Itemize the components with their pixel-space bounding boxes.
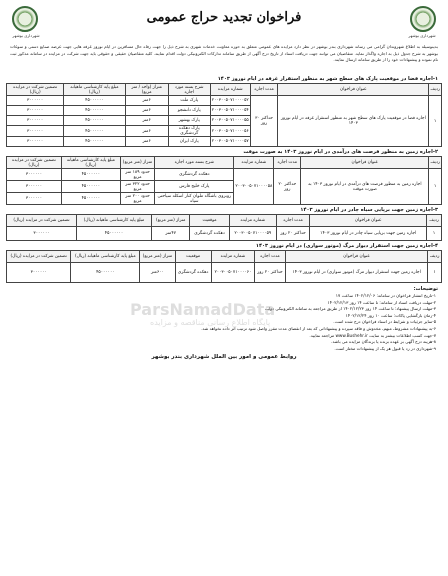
table-cell: پارک بهشهر — [168, 116, 210, 126]
table-cell: ۲۰۰۳۰۰۵۰۷۱۰۰۰۰۵۵ — [210, 116, 250, 126]
section-title: ۲-اجاره زمین به منظور فرصت های درآمدی در ایام نوروز ۱۴۰۳ به صورت موقت — [243, 149, 438, 155]
column-header: موقعیت — [175, 251, 211, 263]
column-header: تضمین شرکت در مزایده (ریال) — [7, 251, 71, 263]
tender-table-wall-of-death — [6, 250, 442, 283]
column-header: مبلغ پایه کارشناسی ماهیانه (ریال) — [64, 84, 125, 96]
column-header: متراژ (متر مربع) — [120, 157, 154, 169]
logo-caption: شهرداری بوشهر — [12, 33, 40, 38]
logo-caption: شهرداری بوشهر — [408, 33, 436, 38]
table-cell: ۳۰۰۰۰۰۰ — [7, 116, 64, 126]
note-item: ۵-سایر جزئیات و شرایط در اسناد فراخوان درج شده است. — [333, 319, 436, 325]
note-item: ۹-شهرداری در رد یا قبول هر یک از پیشنهادات مختار است. — [334, 345, 436, 351]
column-header: مدت اجاره — [255, 251, 286, 263]
note-item: ۶-به پیشنهادات مشروط، مبهم، مخدوش و فاقد سپرده و پیشنهاداتی که بعد از انقضای مدت مقرر واصل شود ترتیب اثر داده نخواهد شد. — [201, 325, 436, 331]
table-cell: ۲۰۰۳۰۰۵۰۷۱۰۰۰۰۶۰ — [211, 263, 254, 283]
tender-table-parks — [6, 83, 442, 147]
column-header: شرح بسته مورد اجاره — [168, 84, 210, 96]
table-row — [7, 227, 442, 241]
watermark-subtitle: پایگاه اطلاع رسانی مناقصه و مزایده — [150, 318, 271, 327]
table-cell: دهکده گردشگری — [175, 263, 211, 283]
table-cell: ۳۰۰۰۰۰۰ — [7, 126, 64, 137]
table-header-row — [7, 157, 442, 169]
tender-table-tent — [6, 214, 442, 241]
column-header: مبلغ پایه کارشناسی ماهیانه (ریال) — [77, 215, 152, 227]
table-cell: حداکثر ۲۰ روز — [255, 263, 286, 283]
column-header: ردیف — [429, 157, 442, 169]
table-cell: اجاره زمین جهت برپایی سیاه چادر در ایام نوروز ۱۴۰۳ — [310, 227, 427, 241]
column-header: عنوان فراخوان — [301, 157, 429, 169]
table-cell: ۳۰۰۰۰۰۰ — [7, 169, 62, 181]
column-header: تضمین شرکت در مزایده (ریال) — [7, 157, 62, 169]
column-header: تضمین شرکت در مزایده (ریال) — [7, 84, 64, 96]
table-cell: ۴۷متر — [152, 227, 190, 241]
table-cell: ۶متر — [125, 106, 168, 116]
table-cell: حدود ۳۲۲ متر مربع — [120, 181, 154, 193]
column-header: عنوان فراخوان — [285, 251, 427, 263]
note-item: ۳-مهلت ارسال پیشنهاد: تا ساعت ۱۴ روز ۱۴۰۲/۱۲/۲۳ از طریق مراجعه به سامانه الکترونیکی دولت — [264, 306, 436, 312]
table-cell: ۴۵۰۰۰۰۰۰ — [64, 137, 125, 147]
table-cell: ۲۰۰۳۰۰۵۰۷۱۰۰۰۰۵۶ — [210, 126, 250, 137]
table-cell: پارک دهکده گردشگری — [168, 126, 210, 137]
table-cell: ۲۰۰۳۰۰۵۰۷۱۰۰۰۰۵۸ — [234, 169, 274, 205]
table-cell: ۳۰۰۰۰۰۰ — [7, 193, 62, 205]
table-cell: ۴۵۰۰۰۰۰۰ — [61, 169, 120, 181]
column-header: ردیف — [428, 251, 442, 263]
table-cell: ۶۰۰متر — [140, 263, 175, 283]
column-header: موقعیت — [190, 215, 229, 227]
table-cell: دهکده گردشگری — [155, 169, 234, 181]
column-header: عنوان فراخوان — [278, 84, 429, 96]
table-cell: ۱ — [429, 169, 442, 205]
note-item: ۱-تاریخ انتشار فراخوان در سامانه: ۱۴۰۲/۱۲/۰۶ ساعت ۱۷ — [335, 293, 436, 298]
section-title: ۳-اجاره زمین جهت برپایی سیاه چادر در ایام نوروز ۱۴۰۳ — [300, 207, 438, 213]
footer-signature: روابط عمومی و امور بین الملل شهرداری بندر بوشهر — [151, 354, 297, 361]
column-header: متراژ (متر مربع) — [152, 215, 190, 227]
column-header: مدت اجاره — [276, 215, 309, 227]
table-cell: ۴۵۰۰۰۰۰۰ — [64, 126, 125, 137]
table-cell: حداکثر ۲۰ روز — [274, 169, 301, 205]
notes-title: توضیحات: — [413, 286, 438, 292]
table-header-row — [7, 215, 442, 227]
table-cell: ۳۰۰۰۰۰۰ — [7, 181, 62, 193]
table-cell: روبروی باشگاه ملوان کنار اسکله سیاحتی سپاه — [155, 193, 234, 205]
table-cell: ۴۵۰۰۰۰۰۰ — [64, 106, 125, 116]
table-cell: ۴۵۰۰۰۰۰۰ — [64, 116, 125, 126]
table-cell: پارک دانشجو — [168, 106, 210, 116]
column-header: متراژ (متر مربع) — [140, 251, 175, 263]
table-cell: ۶متر — [125, 96, 168, 106]
table-cell: ۳۰۰۰۰۰۰ — [7, 96, 64, 106]
table-header-row — [7, 84, 442, 96]
table-cell: ۱ — [427, 227, 442, 241]
column-header: ردیف — [429, 84, 442, 96]
column-header: ردیف — [427, 215, 442, 227]
table-cell: ۲۰۰۳۰۰۵۰۷۱۰۰۰۰۵۴ — [210, 106, 250, 116]
table-cell: پارک ایران — [168, 137, 210, 147]
table-cell: حداکثر ۲۰ روز — [276, 227, 309, 241]
table-cell: ۴۵۰۰۰۰۰۰ — [61, 193, 120, 205]
column-header: شماره مزایده — [211, 251, 254, 263]
column-header: عنوان فراخوان — [310, 215, 427, 227]
table-header-row — [7, 251, 442, 263]
table-cell: ۶متر — [125, 137, 168, 147]
table-cell: پارک ملت — [168, 96, 210, 106]
table-cell: حدود ۱۸۹ متر مربع — [120, 169, 154, 181]
table-cell: ۲۰۰۳۰۰۵۰۷۱۰۰۰۰۵۹ — [229, 227, 276, 241]
table-cell: اجاره فضا در موقعیت پارک های سطح شهر به منظور استقرار غرفه در ایام نوروز ۱۴۰۳ — [278, 96, 429, 147]
column-header: مبلغ پایه کارشناسی ماهیانه (ریال) — [71, 251, 140, 263]
table-cell: حدود ۲۰۰ متر مربع — [120, 193, 154, 205]
table-cell: ۴۵۰۰۰۰۰۰ — [61, 181, 120, 193]
tender-table-land — [6, 156, 442, 205]
page-title: فراخوان تجدید حراج عمومی — [146, 10, 302, 25]
note-item: ۴-زمان بازگشایی پاکات: ساعت ۱۰ روز ۱۴۰۲/۱۲/۲۴ — [345, 312, 436, 318]
table-cell: ۳۰۰۰۰۰۰ — [7, 227, 77, 241]
table-cell: ۴۵۰۰۰۰۰۰ — [71, 263, 140, 283]
table-cell: ۱ — [429, 96, 442, 147]
note-item: ۷-جهت کسب اطلاعات بیشتر به سایت www.Bushehr.ir مراجعه نمایید. — [309, 332, 436, 338]
table-cell: حداکثر ۳۰ روز — [250, 96, 278, 147]
column-header: شرح بسته مورد اجاره — [155, 157, 234, 169]
municipality-logo-icon — [12, 6, 38, 32]
column-header: تضمین شرکت در مزایده (ریال) — [7, 215, 77, 227]
table-cell: پارک خلیج فارس — [155, 181, 234, 193]
table-row — [7, 263, 442, 283]
column-header: مدت اجاره — [250, 84, 278, 96]
column-header: متراژ (واحد / متر مربع) — [125, 84, 168, 96]
section-title: ۱-اجاره فضا در موقعیت پارک های سطح شهر به منظور استقرار غرفه در ایام نوروز ۱۴۰۳ — [217, 76, 438, 82]
watermark-brand: ParsNamadData — [130, 300, 276, 319]
table-cell: ۲۰۰۳۰۰۵۰۷۱۰۰۰۰۵۲ — [210, 96, 250, 106]
table-cell: ۳۰۰۰۰۰۰ — [7, 263, 71, 283]
table-cell: اجاره زمین جهت استقرار دیوار مرگ (موتور سواری) در ایام نوروز ۱۴۰۳ — [285, 263, 427, 283]
table-cell: ۴۵۰۰۰۰۰۰ — [77, 227, 152, 241]
table-cell: ۴۵۰۰۰۰۰۰ — [64, 96, 125, 106]
table-row — [7, 96, 442, 106]
table-cell: اجاره زمین به منظور فرصت های درآمدی در ایام نوروز ۱۴۰۳ به صورت موقت — [301, 169, 429, 205]
table-cell: ۳۰۰۰۰۰۰ — [7, 106, 64, 116]
table-cell: ۳۰۰۰۰۰۰ — [7, 137, 64, 147]
header — [6, 4, 442, 42]
table-cell: ۲۰۰۳۰۰۵۰۷۱۰۰۰۰۵۷ — [210, 137, 250, 147]
section-title: ۴-اجاره زمین جهت استقرار دیوار مرگ (موتور سواری) در ایام نوروز ۱۴۰۳ — [255, 243, 438, 249]
column-header: مدت اجاره — [274, 157, 301, 169]
column-header: شماره مزایده — [210, 84, 250, 96]
column-header: مبلغ پایه کارشناسی ماهیانه (ریال) — [61, 157, 120, 169]
table-cell: ۱ — [428, 263, 442, 283]
note-item: ۸-هزینه درج آگهی بر عهده برنده یا برندگان مزایده می باشد. — [331, 339, 436, 345]
note-item: ۲-مهلت دریافت اسناد از سامانه: تا ساعت ۱۴ روز ۱۴۰۲/۱۲/۱۳ — [327, 299, 436, 305]
column-header: شماره مزایده — [229, 215, 276, 227]
intro-paragraph: بدینوسیله به اطلاع شهروندان گرامی می رساند شهرداری بندر بوشهر در نظر دارد مزایده های عمومی متعلق به حوزه معاونت خدمات شهری به شرح ذیل را جهت رفاه حال مسافرین در ایام نوروز غرفه هایی جهت عرضه صنایع دستی و سوغات بوشهر به شرح جدول ذیل به اجاره واگذار نماید. متقاضیان می توانند جهت دریافت اسناد از تاریخ درج آگهی از طریق سامانه تدارکات الکترونیکی دولت اقدام نمایند. کلیه متقاضیان حقیقی و حقوقی باید جهت شرکت در مزایده در سامانه مذکور ثبت نام نموده و پیشنهادات خود را از طریق سامانه ارسال نمایند. — [10, 44, 438, 62]
table-cell: ۶متر — [125, 126, 168, 137]
column-header: شماره مزایده — [234, 157, 274, 169]
table-cell: ۶متر — [125, 116, 168, 126]
table-cell: دهکده گردشگری — [190, 227, 229, 241]
table-row — [7, 169, 442, 181]
